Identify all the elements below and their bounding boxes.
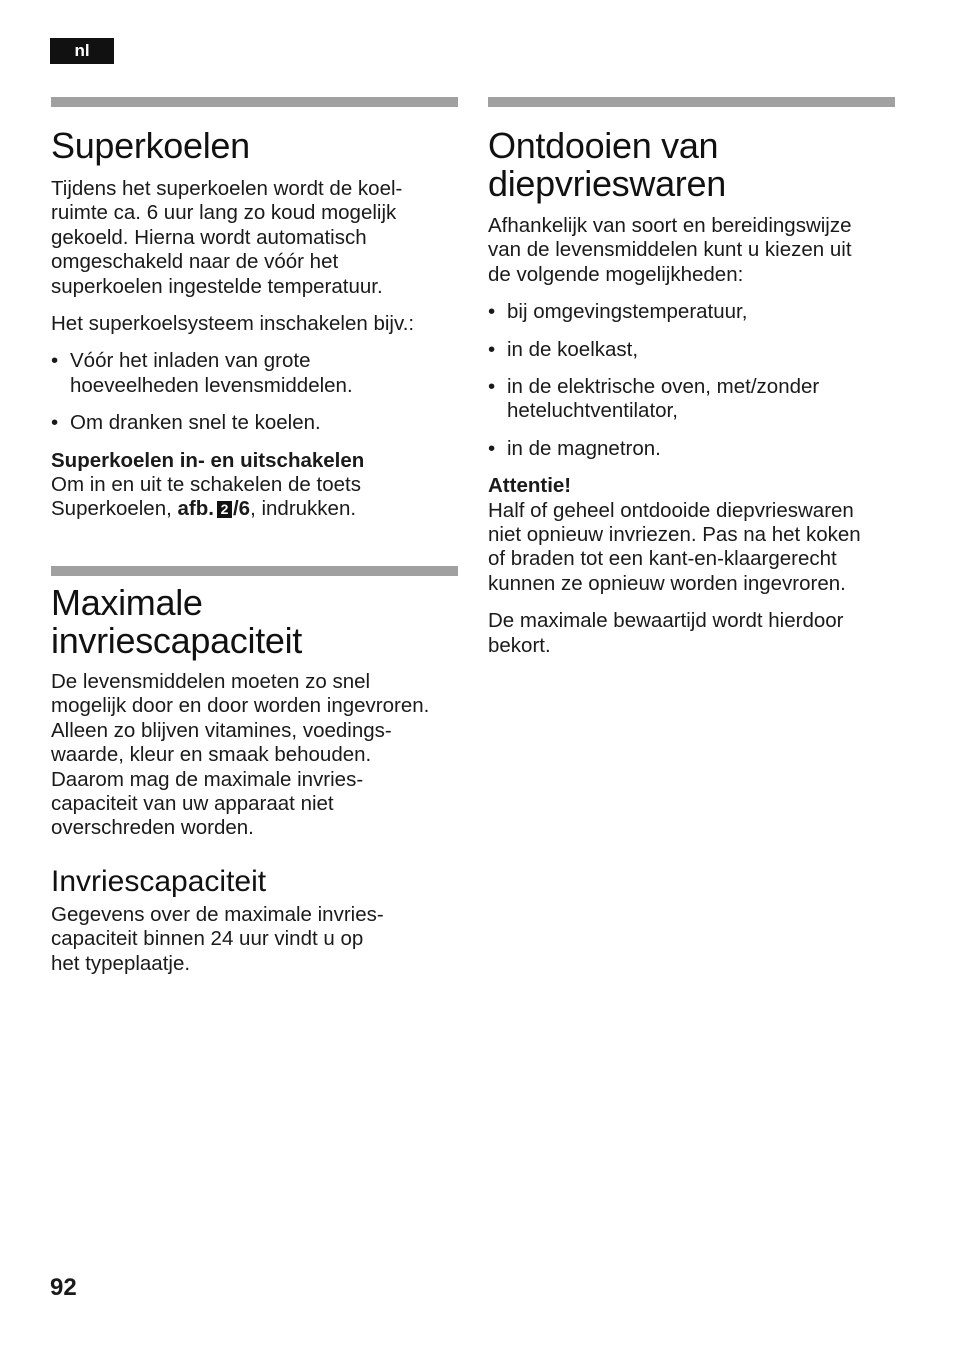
section-title-maximale: Maximale invriescapaciteit <box>51 581 303 661</box>
section-divider <box>488 97 895 107</box>
superkoelen-bullet-list <box>51 349 458 435</box>
language-badge: nl <box>50 38 114 64</box>
ontdooien-intro: Afhankelijk van soort en bereidingswijze van de levensmiddelen kunt u kiezen uit de volgende mogelijkheden: <box>488 214 852 286</box>
attention-label: Attentie! <box>488 474 572 498</box>
superkoelen-instruction: Om in en uit te schakelen de toets Superkoelen, afb. 2 /6, indrukken. <box>51 473 361 521</box>
list-item: • Om dranken snel te koelen. <box>51 411 458 435</box>
attention-text: Half of geheel ontdooide diepvrieswaren niet opnieuw invriezen. Pas na het koken of braden tot een kant-en-klaargerecht kunnen ze opnieuw worden ingevroren. <box>488 498 861 595</box>
list-item: • in de magnetron. <box>488 437 895 461</box>
storage-text: De maximale bewaartijd wordt hierdoor bekort. <box>488 609 844 657</box>
list-item: • in de elektrische oven, met/zonder heteluchtventilator, <box>488 375 895 424</box>
subsection-title-invriescapaciteit: Invriescapaciteit <box>51 864 267 898</box>
page-number: 92 <box>50 1274 77 1301</box>
section-title-ontdooien: Ontdooien van diepvrieswaren <box>488 125 726 204</box>
superkoelen-intro: Tijdens het superkoelen wordt de koel- ruimte ca. 6 uur lang zo koud mogelijk gekoeld. Hierna wordt automatisch omgeschakeld naar de vóór het superkoelen ingestelde temperatuur. <box>51 177 403 298</box>
ontdooien-bullet-list <box>488 300 895 461</box>
section-divider <box>51 566 458 576</box>
section-divider <box>51 97 458 107</box>
left-column <box>51 97 458 976</box>
superkoelen-subhead: Superkoelen in- en uitschakelen <box>51 448 365 472</box>
list-item: • in de koelkast, <box>488 338 895 362</box>
section-title-superkoelen: Superkoelen <box>51 125 250 166</box>
maximale-body: De levensmiddelen moeten zo snel mogelijk door en door worden ingevroren. Alleen zo blijven vitamines, voedings- waarde, kleur en smaak behouden. Daarom mag de maximale invries- capaciteit van uw apparaat niet overschreden worden. <box>51 669 430 840</box>
invriescapaciteit-body: Gegevens over de maximale invries- capaciteit binnen 24 uur vindt u op het typeplaatje. <box>51 902 384 975</box>
list-item: • bij omgevingstemperatuur, <box>488 300 895 324</box>
superkoelen-enable-text: Het superkoelsysteem inschakelen bijv.: <box>51 312 415 336</box>
figure-number-badge: 2 <box>217 501 232 518</box>
list-item: • Vóór het inladen van grote hoeveelheden levensmiddelen. <box>51 349 458 398</box>
right-column <box>488 97 895 658</box>
